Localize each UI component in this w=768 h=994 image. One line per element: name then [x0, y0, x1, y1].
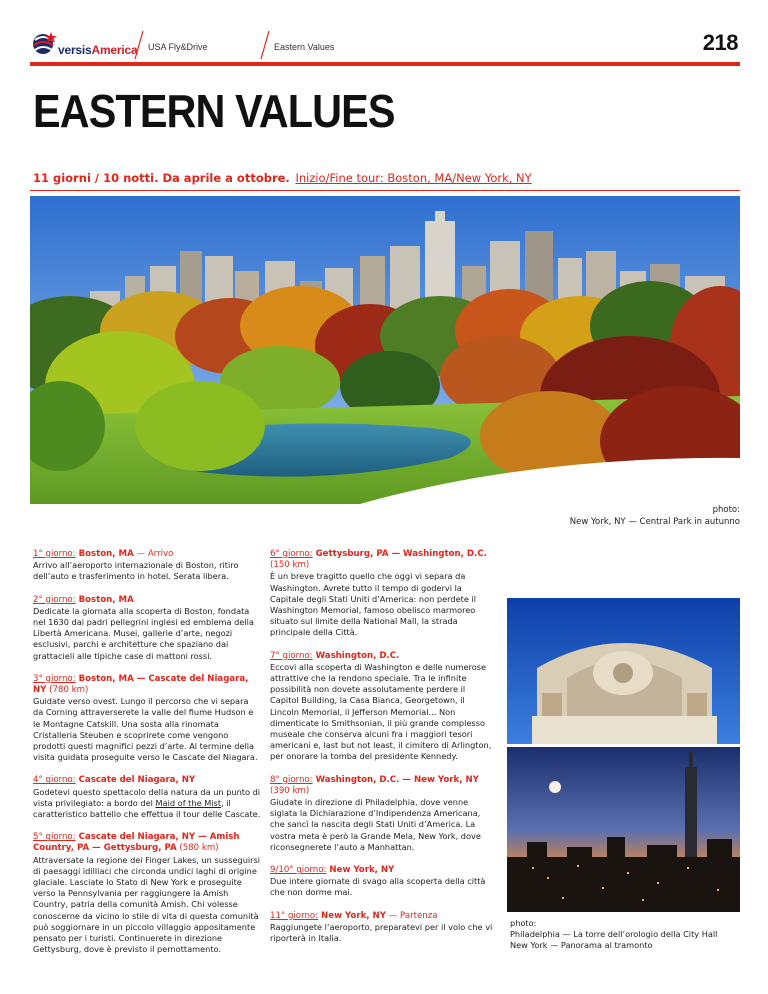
day-description: Eccovi alla scoperta di Washington e delle numerose attrattive che la rendono speciale. Tra le infinite possibilità non dovete assolutamente perdere il Capitol Building, la Casa Bianca, Georgetown, il Lincoln Memorial, il Jefferson Memorial... Non dimenticate lo Smithsonian, il più grande complesso museale che conserva alcuni fra i maggiori tesori americani e, last but not least, il cimitero di Arlington, per onorare la tomba del presidente Kennedy.	[270, 661, 492, 762]
day-item	[33, 674, 261, 764]
side-caption-label: photo:	[510, 918, 537, 928]
day-description: Giudate in direzione di Philadelphia, dove venne siglata la Dichiarazione d’Indipendenza Americana, che sancì la nascita degli Stati Uniti d’America. La vostra meta è però la Grande Mela, New York, dove riconsegnerete l’auto a Manhattan.	[270, 797, 481, 852]
day-description: Godetevi questo spettacolo della natura da un punto di vista privilegiato: a bordo del Maid of the Mist, il caratteristico battello che effettua il tour delle Cascate.	[33, 786, 261, 820]
page-number: 218	[702, 30, 738, 55]
breadcrumb-section[interactable]: USA Fly&Drive	[148, 42, 208, 52]
brand-suffix: America	[91, 43, 138, 57]
day-heading: 3° giorno: Boston, MA — Cascate del Niagara, NY (780 km)	[33, 673, 249, 696]
page-title: EASTERN VALUES	[33, 85, 395, 137]
day-description: Attraversate la regione dei Finger Lakes, un susseguirsi di paesaggi idilliaci che circonda undici laghi di origine glaciale. Lasciate lo Stato di New York e proseguite verso la Pennsylvania per raggiungere la Amish Country, patria della comunità Amish. Chi volesse conoscerne da vicino lo stile di vita di questa comunità può soggiornare in un piccolo villaggio appositamente pensato per i turisti. Continuerete in direzione Gettysburg, dove è previsto il pernottamento.	[33, 854, 261, 955]
page-header	[30, 24, 740, 64]
side-photos-caption	[510, 918, 717, 952]
side-caption-line-1: Philadelphia — La torre dell’orologio della City Hall	[510, 929, 718, 940]
day-heading: 4° giorno: Cascate del Niagara, NY	[33, 775, 196, 786]
day-item	[270, 775, 496, 853]
itinerary-column-2	[270, 549, 496, 956]
day-description: Dedicate la giornata alla scoperta di Boston, fondata nel 1630 dai padri pellegrini inglesi ed emblema della Libertà Americana. Musei, gallerie d’arte, negozi esclusivi, parchi e architetture che spaziano dai grattacieli alle tipiche case di mattoni rossi.	[33, 605, 254, 661]
day-item	[270, 911, 496, 945]
header-rule	[30, 62, 740, 66]
side-caption-line-2: New York — Panorama al tramonto	[510, 940, 653, 951]
tour-start-end: Inizio/Fine tour: Boston, MA/New York, NY	[295, 171, 532, 185]
itinerary-column-1	[33, 549, 261, 968]
day-heading: 2° giorno: Boston, MA	[33, 594, 134, 605]
day-description: Raggiungete l’aeroporto, preparatevi per il volo che vi riporterà in Italia.	[270, 921, 493, 944]
flag-star-logo-icon	[32, 30, 58, 58]
brand-prefix: versis	[58, 43, 92, 57]
subtitle-row	[33, 171, 743, 185]
day-description: Guidate verso ovest. Lungo il percorso che vi separa da Corning attraverserete la valle del fiume Hudson e le Montagne Catskill. Una sosta alla rinomata Cristalleria Steuben e scoprirete come vengono prodotti questi magnifici pezzi d’arte. Al termine della visita guidata proseguite verso le Cascate del Niagara.	[33, 696, 258, 763]
breadcrumb-page[interactable]: Eastern Values	[274, 42, 335, 52]
day-description: Arrivo all’aeroporto internazionale di Boston, ritiro dell’auto e trasferimento in hotel. Serata libera.	[33, 560, 239, 582]
day-item	[33, 595, 261, 662]
day-description: Due intere giornate di svago alla scoperta della città che non dorme mai.	[270, 876, 486, 898]
divider-slash-icon	[260, 30, 270, 60]
day-heading: 8° giorno: Washington, D.C. — New York, NY (390 km)	[270, 774, 479, 796]
day-heading: 5° giorno: Cascate del Niagara, NY — Amish Country, PA — Gettysburg, PA (580 km)	[33, 832, 240, 854]
day-item	[270, 865, 496, 899]
day-item	[33, 832, 261, 955]
day-description: È un breve tragitto quello che oggi vi separa da Washington. Avrete tutto il tempo di godervi la Capitale degli Stati Uniti d’America: non perdete il Washington Memorial, famoso obelisco marmoreo situato sul limite della National Mall, la strada principale della Città.	[270, 571, 477, 638]
hero-caption-label: photo:	[712, 505, 740, 515]
day-heading: 9/10° giorno: New York, NY	[270, 865, 395, 876]
subtitle-rule	[30, 190, 740, 191]
day-item	[33, 549, 261, 583]
hero-photo-caption	[570, 504, 740, 528]
photo-new-york-sunset	[507, 747, 740, 912]
photo-philadelphia-city-hall	[507, 598, 740, 744]
day-heading: 11° giorno: New York, NY — Partenza	[270, 910, 438, 921]
divider-slash-icon	[134, 30, 144, 60]
day-heading: 7° giorno: Washington, D.C.	[270, 650, 400, 661]
maid-of-the-mist-link[interactable]: Maid of the Mist	[155, 797, 222, 808]
day-item	[270, 549, 496, 639]
day-heading: 1° giorno: Boston, MA — Arrivo	[33, 549, 174, 559]
day-item	[33, 775, 261, 820]
hero-photo-central-park	[30, 196, 740, 504]
day-heading: 6° giorno: Gettysburg, PA — Washington, D.C. (150 km)	[270, 549, 487, 571]
hero-caption-text: New York, NY — Central Park in autunno	[569, 517, 740, 527]
tour-duration: 11 giorni / 10 notti. Da aprile a ottobre.	[33, 171, 290, 185]
day-item	[270, 651, 496, 763]
